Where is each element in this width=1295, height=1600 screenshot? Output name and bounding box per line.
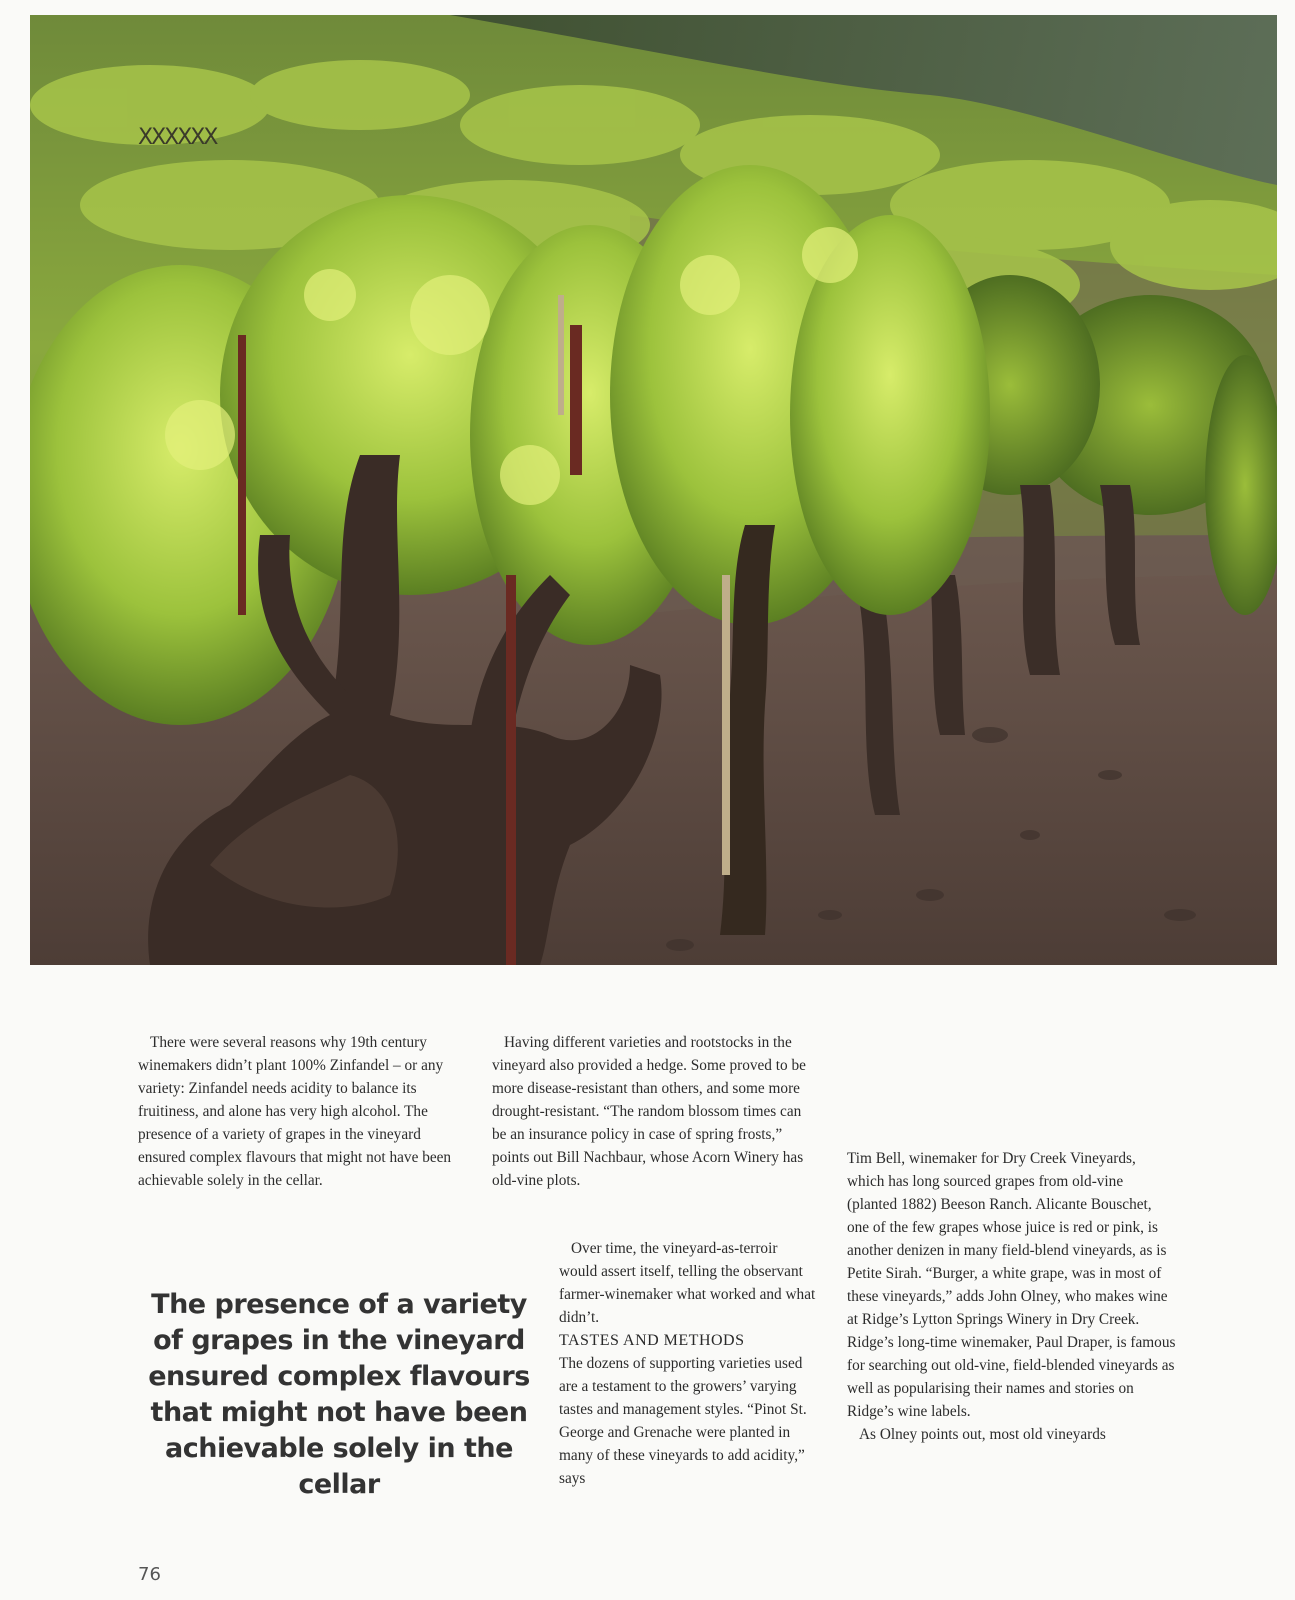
photo-marker: XXXXXX xyxy=(138,125,217,150)
vineyard-photo xyxy=(30,15,1277,965)
paragraph: Having different varieties and rootstocks in the vineyard also provided a hedge. Some proved to be more disease-resistant than others, and some more drought-resistant. “The random blossom times can be an insurance policy in case of spring frosts,” points out Bill Nachbaur, whose Acorn Winery has old-vine plots. xyxy=(492,1034,806,1189)
paragraph: Over time, the vineyard-as-terroir would assert itself, telling the observant farmer-winemaker what worked and what didn’t. xyxy=(559,1240,816,1326)
page-number: 76 xyxy=(138,1564,161,1585)
pull-quote: The presence of a variety of grapes in the vineyard ensured complex flavours that might not have been achievable solely in the cellar xyxy=(148,1289,530,1500)
vineyard-illustration xyxy=(30,15,1277,965)
text-column-3 xyxy=(847,1147,1177,1446)
paragraph: Tim Bell, winemaker for Dry Creek Vineyards, which has long sourced grapes from old-vine (planted 1882) Beeson Ranch. Alicante Bouschet, one of the few grapes whose juice is red or pink, is another denizen in many field-blend vineyards, as is Petite Sirah. “Burger, a white grape, was in most of these vineyards,” adds John Olney, who makes wine at Ridge’s Lytton Springs Winery in Dry Creek. Ridge’s long-time winemaker, Paul Draper, is famous for searching out old-vine, field-blended vineyards as well as popularising their names and stories on Ridge’s wine labels. xyxy=(847,1150,1176,1420)
section-subhead: TASTES AND METHODS xyxy=(559,1332,745,1349)
paragraph: The dozens of supporting varieties used are a testament to the growers’ varying tastes and management styles. “Pinot St. George and Grenache were planted in many of these vineyards to add acidity,” says xyxy=(559,1355,807,1487)
text-column-1 xyxy=(138,1031,464,1192)
paragraph: There were several reasons why 19th century winemakers didn’t plant 100% Zinfandel – or any variety: Zinfandel needs acidity to balance its fruitiness, and alone has very high alcohol. The presence of a variety of grapes in the vineyard ensured complex flavours that might not have been achievable solely in the cellar. xyxy=(138,1034,452,1189)
text-column-2-top xyxy=(492,1031,818,1192)
text-column-2-bottom xyxy=(559,1237,817,1490)
paragraph: As Olney points out, most old vineyards xyxy=(859,1426,1106,1443)
